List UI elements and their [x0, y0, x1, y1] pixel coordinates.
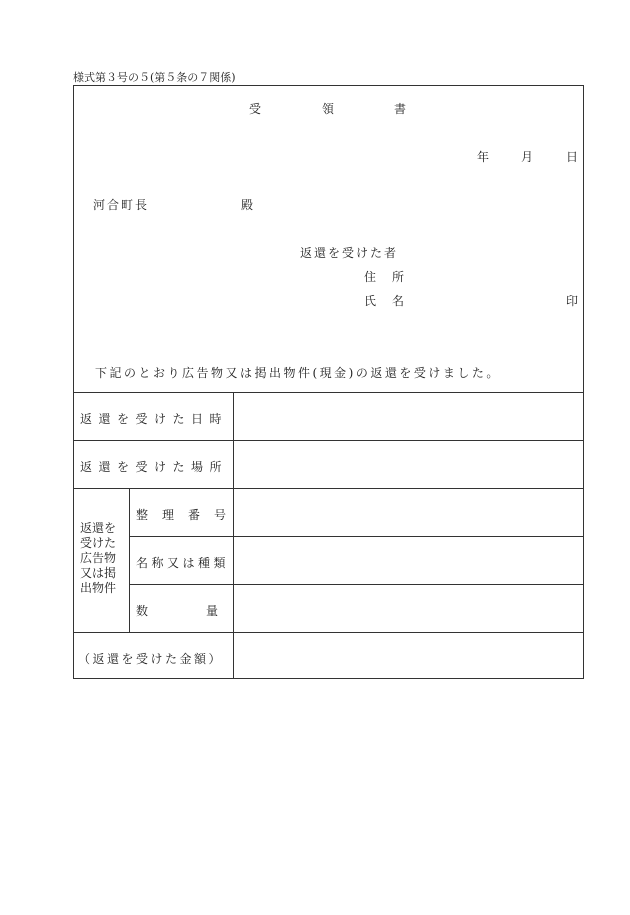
group-label-line: 受けた: [80, 536, 117, 550]
date-year: 年: [477, 150, 490, 164]
address-label: 住 所: [364, 270, 407, 284]
table-value-divider: [233, 392, 234, 679]
return-place-label: 返還を受けた場所: [80, 460, 229, 474]
table-group-divider: [129, 488, 130, 632]
group-label-line: 返還を: [80, 521, 117, 535]
returned-amount-label: （返還を受けた金額）: [78, 652, 224, 666]
group-label-line: 出物件: [80, 581, 117, 595]
group-label-line: 広告物: [80, 551, 117, 565]
table-line-5: [129, 584, 584, 585]
reference-number-label: 整理番号: [136, 508, 241, 522]
table-line-3: [73, 488, 584, 489]
addressee-honorific: 殿: [241, 198, 254, 212]
name-label: 氏 名: [364, 294, 407, 308]
return-datetime-label: 返還を受けた日時: [80, 412, 229, 426]
title-char-2: 領: [322, 102, 335, 116]
document-frame: [73, 85, 584, 679]
title-char-1: 受: [249, 102, 262, 116]
table-line-6: [73, 632, 584, 633]
seal-mark: 印: [566, 294, 579, 308]
statement-text: 下記のとおり広告物又は掲出物件(現金)の返還を受けました。: [95, 366, 501, 380]
quantity-label: 数量: [136, 604, 277, 618]
group-label-line: 又は掲: [80, 566, 117, 580]
addressee-name: 河合町長: [93, 198, 150, 212]
name-or-type-label: 名称又は種類: [136, 556, 230, 570]
returned-item-group-label: [80, 521, 116, 596]
receiver-heading: 返還を受けた者: [300, 246, 399, 260]
form-number-label: 様式第３号の５(第５条の７関係): [73, 71, 236, 84]
title-char-3: 書: [394, 102, 407, 116]
date-day: 日: [566, 150, 579, 164]
table-top-line: [73, 392, 584, 393]
date-month: 月: [521, 150, 534, 164]
table-line-2: [73, 440, 584, 441]
table-line-4: [129, 536, 584, 537]
